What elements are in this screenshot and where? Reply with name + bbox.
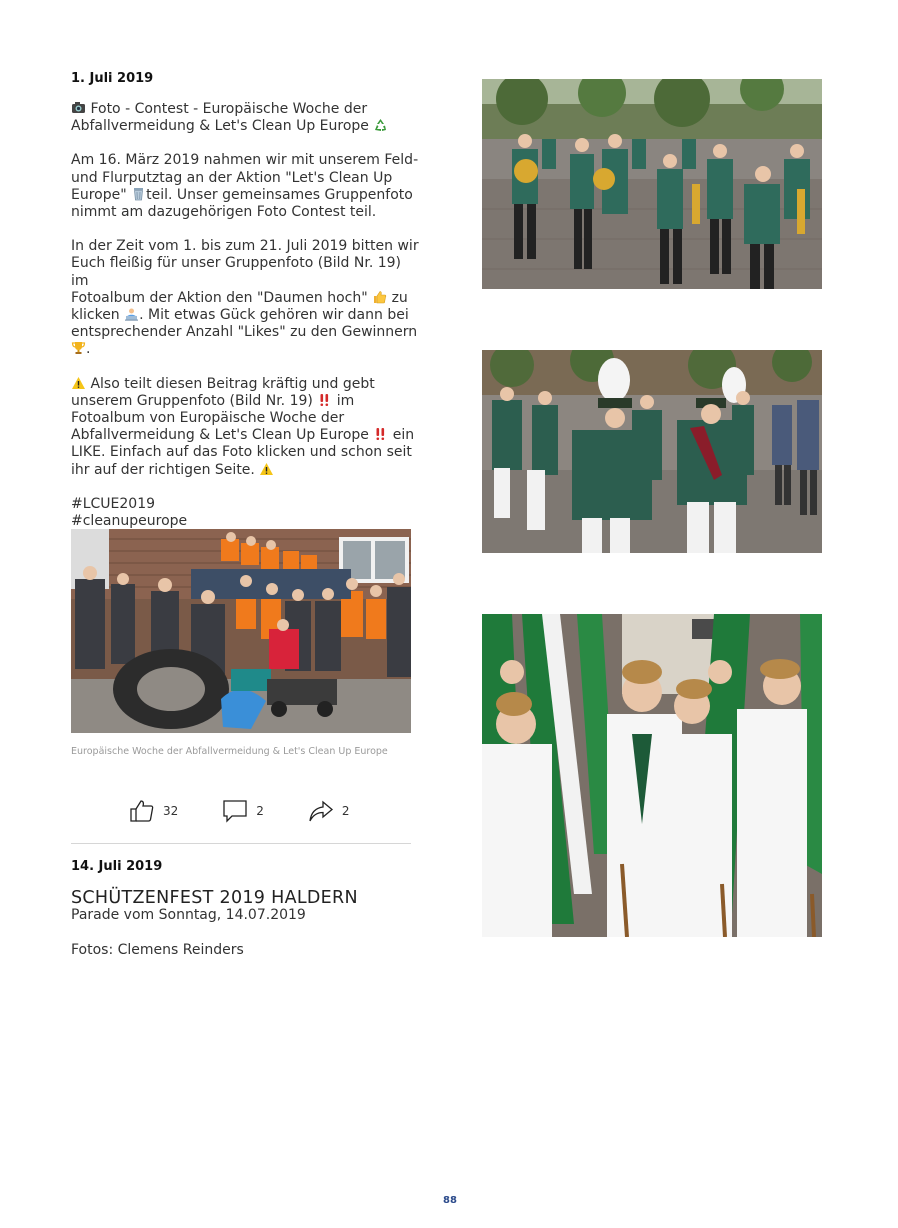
hashtag-cleanupeurope[interactable]: #cleanupeurope: [71, 513, 188, 530]
share-icon: [308, 799, 334, 823]
text-line: LIKE. Einfach auf das Foto klicken und schon seit: [71, 444, 412, 461]
comment-count: 2: [256, 804, 264, 818]
hashtags: [71, 496, 421, 530]
text-line: Europe": [71, 186, 127, 203]
warning-icon: [259, 462, 274, 476]
paragraph-3: [71, 376, 421, 479]
text-line: Am 16. März 2019 nahmen wir mit unserem Feld-: [71, 152, 419, 169]
like-count: 32: [163, 804, 179, 818]
text-line: Also teilt diesen Beitrag kräftig und gebt: [90, 375, 375, 392]
text-line: teil. Unser gemeinsames Gruppenfoto: [146, 186, 413, 203]
text-line: Euch fleißig für unser Gruppenfoto (Bild Nr. 19) im: [71, 255, 402, 289]
paragraph-1: [71, 152, 421, 221]
text-line: unserem Gruppenfoto (Bild Nr. 19): [71, 392, 313, 409]
post-date-2: 14. Juli 2019: [71, 859, 163, 874]
text-line: Fotoalbum der Aktion den "Daumen hoch": [71, 289, 368, 306]
like-icon: [129, 799, 155, 823]
photo-caption: Europäische Woche der Abfallvermeidung & Let's Clean Up Europe: [71, 746, 388, 757]
headline: [71, 101, 421, 135]
share-button[interactable]: [308, 799, 350, 823]
hashtag-lcue2019[interactable]: #LCUE2019: [71, 495, 156, 512]
post-subtitle: Parade vom Sonntag, 14.07.2019: [71, 907, 306, 923]
post-divider: [71, 843, 411, 844]
camera-icon: [71, 101, 86, 115]
text-line: und Flurputztag an der Aktion "Let's Clean Up: [71, 169, 393, 186]
text-line: Abfallvermeidung & Let's Clean Up Europe: [71, 427, 369, 444]
text-line: ihr auf der richtigen Seite.: [71, 461, 255, 478]
trophy-icon: [71, 341, 86, 355]
headline-line1: Foto - Contest - Europäische Woche der: [90, 101, 368, 117]
headline-line2: Abfallvermeidung & Let's Clean Up Europe: [71, 118, 369, 135]
like-button[interactable]: [129, 799, 178, 823]
text-line: zu: [391, 289, 408, 306]
text-line: entsprechender Anzahl "Likes" zu den Gewinnern: [71, 324, 418, 341]
text-line: Fotoalbum von Europäische Woche der: [71, 410, 345, 427]
warning-icon: [71, 376, 86, 390]
marching-band-photo[interactable]: [482, 79, 822, 289]
wastebasket-icon: [131, 187, 146, 201]
text-line: nimmt am dazugehörigen Foto Contest teil.: [71, 204, 377, 221]
paragraph-2: [71, 238, 421, 358]
text-line: .: [86, 341, 91, 358]
post-title: SCHÜTZENFEST 2019 HALDERN: [71, 888, 358, 908]
share-count: 2: [341, 804, 350, 818]
text-line: . Mit etwas Gück gehören wir dann bei: [139, 307, 409, 324]
double-exclamation-icon: [317, 393, 332, 407]
text-line: In der Zeit vom 1. bis zum 21. Juli 2019 bitten wir: [71, 238, 419, 255]
flag-bearers-photo[interactable]: [482, 614, 822, 937]
post-date: 1. Juli 2019: [71, 71, 154, 86]
marksmen-parade-photo[interactable]: [482, 350, 822, 553]
cleanup-group-photo[interactable]: [71, 529, 411, 733]
comment-button[interactable]: [222, 799, 264, 823]
laptop-user-icon: [124, 307, 139, 321]
comment-icon: [222, 799, 248, 823]
double-exclamation-icon: [373, 427, 388, 441]
post-actions: [129, 799, 394, 823]
text-line: im: [336, 392, 355, 409]
photo-credit: Fotos: Clemens Reinders: [71, 942, 244, 958]
text-line: ein: [392, 427, 415, 444]
recycle-icon: [373, 118, 388, 132]
page-number: 88: [443, 1195, 457, 1206]
text-line: klicken: [71, 307, 120, 324]
thumbs-up-icon: [372, 290, 387, 304]
post-body: [71, 101, 421, 530]
